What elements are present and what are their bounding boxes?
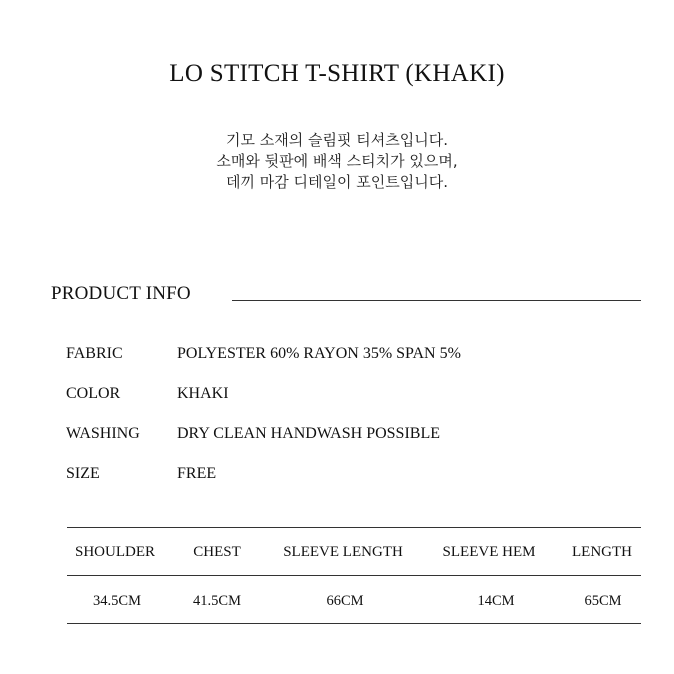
header-chest: CHEST: [193, 544, 241, 560]
info-label: WASHING: [66, 425, 140, 442]
product-title: LO STITCH T-SHIRT (KHAKI): [169, 60, 505, 87]
info-label: FABRIC: [66, 345, 123, 362]
header-length: LENGTH: [572, 544, 632, 560]
section-divider: [232, 300, 641, 301]
product-info-heading: PRODUCT INFO: [51, 283, 191, 304]
value-sleeve-length: 66CM: [326, 593, 364, 609]
info-value: DRY CLEAN HANDWASH POSSIBLE: [177, 425, 440, 442]
info-value: POLYESTER 60% RAYON 35% SPAN 5%: [177, 345, 461, 362]
value-length: 65CM: [584, 593, 622, 609]
info-label: COLOR: [66, 385, 121, 402]
table-row: [67, 576, 641, 623]
header-shoulder: SHOULDER: [74, 544, 156, 560]
description-line: 데끼 마감 디테일이 포인트입니다.: [226, 173, 448, 191]
description-line: 기모 소재의 슬림핏 티셔츠입니다.: [226, 131, 448, 149]
value-chest: 41.5CM: [193, 593, 241, 609]
info-value: FREE: [177, 465, 217, 482]
table-bottom-rule: [67, 623, 641, 624]
header-sleeve-hem: SLEEVE HEM: [442, 544, 536, 560]
value-shoulder: 34.5CM: [93, 593, 141, 609]
size-table: [67, 527, 641, 624]
header-sleeve-length: SLEEVE LENGTH: [283, 544, 403, 560]
table-header-row: [67, 528, 641, 575]
product-description: [0, 130, 674, 193]
value-sleeve-hem: 14CM: [477, 593, 515, 609]
description-line: 소매와 뒷판에 배색 스티치가 있으며,: [216, 152, 458, 170]
info-value: KHAKI: [177, 385, 229, 402]
info-label: SIZE: [66, 465, 100, 482]
